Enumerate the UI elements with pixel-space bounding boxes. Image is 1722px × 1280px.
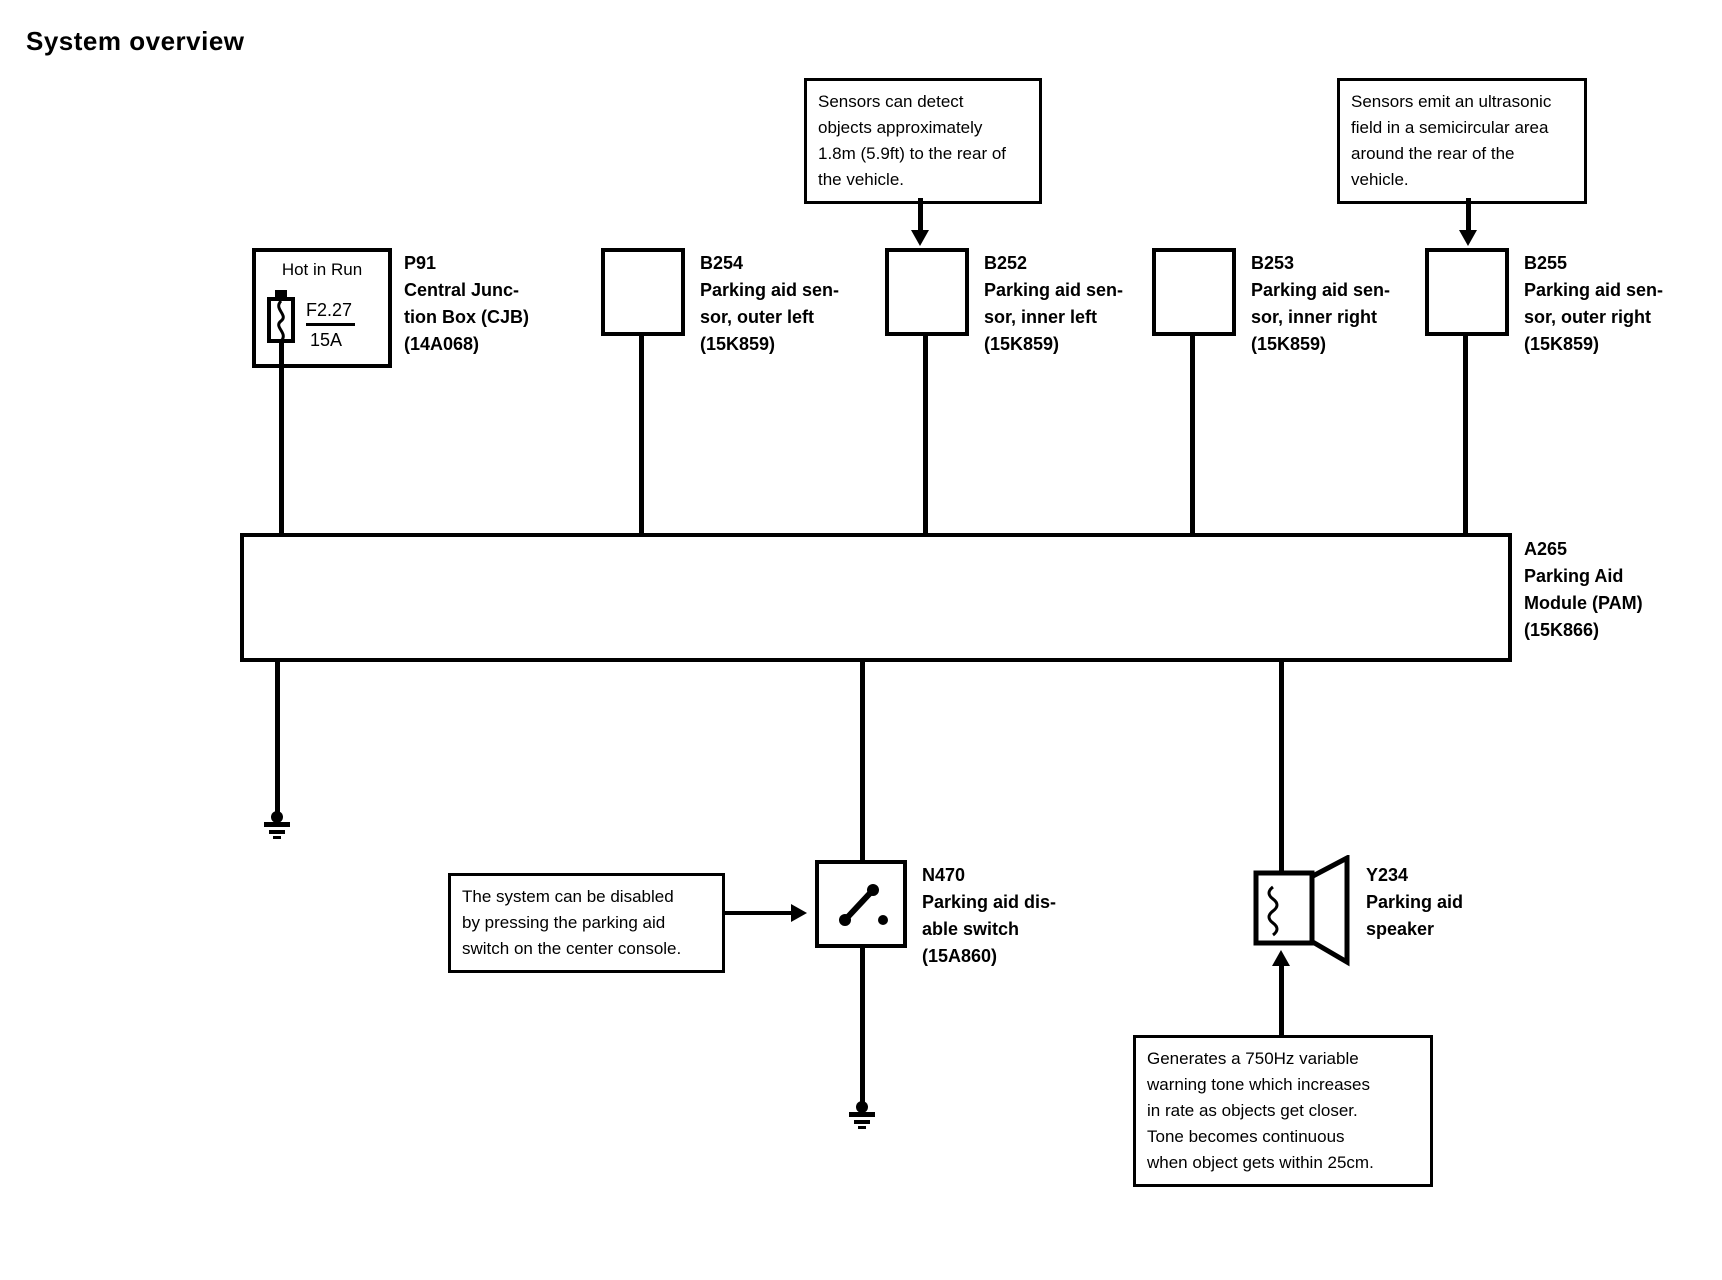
component-part-number: (14A068) — [404, 334, 480, 354]
disable-switch-label — [922, 862, 1056, 970]
sensor-label-inner-left — [984, 250, 1123, 358]
sensor-box-inner-left — [885, 248, 969, 336]
wire-switch-to-ground — [860, 946, 865, 1104]
component-id: Y234 — [1366, 865, 1409, 885]
callout-line: Sensors emit an ultrasonic — [1351, 92, 1552, 111]
callout-line: around the rear of the — [1351, 144, 1515, 163]
callout-tone — [1133, 1035, 1433, 1187]
wire-sensor-outer-left — [639, 332, 644, 537]
component-part-number: (15A860) — [922, 946, 998, 966]
callout-tone-arrow-line — [1279, 964, 1284, 1037]
component-desc: tion Box (CJB) — [404, 307, 529, 327]
wire-sensor-outer-right — [1463, 332, 1468, 537]
component-id: B252 — [984, 253, 1028, 273]
sensor-box-inner-right — [1152, 248, 1236, 336]
component-part-number: (15K859) — [1251, 334, 1327, 354]
speaker-icon — [1253, 855, 1355, 967]
wire-pam-to-speaker — [1279, 660, 1284, 875]
component-desc: Parking aid dis- — [922, 892, 1057, 912]
component-part-number: (15K866) — [1524, 620, 1600, 640]
speaker-label — [1366, 862, 1463, 943]
component-id: A265 — [1524, 539, 1568, 559]
component-id: B253 — [1251, 253, 1295, 273]
callout-emit-arrow-line — [1466, 198, 1471, 232]
component-desc: sor, outer left — [700, 307, 815, 327]
ground-icon — [261, 810, 293, 840]
component-desc: Module (PAM) — [1524, 593, 1643, 613]
component-desc: Parking aid sen- — [984, 280, 1124, 300]
fuse-rating: 15A — [310, 330, 343, 350]
component-desc: Parking aid — [1366, 892, 1464, 912]
component-part-number: (15K859) — [700, 334, 776, 354]
component-part-number: (15K859) — [984, 334, 1060, 354]
wire-pam-to-ground-left — [275, 660, 280, 815]
component-desc: Parking aid sen- — [1251, 280, 1391, 300]
callout-sensors-emit — [1337, 78, 1587, 204]
callout-line: Sensors can detect — [818, 92, 964, 111]
callout-line: the vehicle. — [818, 170, 904, 189]
sensor-label-outer-left — [700, 250, 839, 358]
callout-line: in rate as objects get closer. — [1147, 1101, 1358, 1120]
wire-sensor-inner-left — [923, 332, 928, 537]
arrow-down-icon — [911, 230, 929, 246]
callout-line: objects approximately — [818, 118, 983, 137]
component-id: P91 — [404, 253, 437, 273]
callout-line: switch on the center console. — [462, 939, 682, 958]
arrow-down-icon — [1459, 230, 1477, 246]
callout-line: when object gets within 25cm. — [1147, 1153, 1374, 1172]
sensor-label-inner-right — [1251, 250, 1390, 358]
callout-line: by pressing the parking aid — [462, 913, 666, 932]
component-desc: sor, inner right — [1251, 307, 1378, 327]
callout-detect-arrow-line — [918, 198, 923, 232]
component-desc: Parking Aid — [1524, 566, 1624, 586]
component-id: N470 — [922, 865, 966, 885]
component-id: B254 — [700, 253, 744, 273]
component-id: B255 — [1524, 253, 1568, 273]
callout-line: 1.8m (5.9ft) to the rear of — [818, 144, 1007, 163]
component-desc: Parking aid sen- — [700, 280, 840, 300]
sensor-box-outer-left — [601, 248, 685, 336]
component-part-number: (15K859) — [1524, 334, 1600, 354]
wire-sensor-inner-right — [1190, 332, 1195, 537]
callout-sensors-detect — [804, 78, 1042, 204]
callout-line: vehicle. — [1351, 170, 1409, 189]
sensor-label-outer-right — [1524, 250, 1663, 358]
callout-line: warning tone which increases — [1147, 1075, 1371, 1094]
callout-line: The system can be disabled — [462, 887, 674, 906]
ground-icon — [846, 1100, 878, 1130]
callout-line: field in a semicircular area — [1351, 118, 1549, 137]
fuse-icon — [264, 290, 300, 352]
cjb-label — [404, 250, 529, 358]
component-desc: speaker — [1366, 919, 1435, 939]
component-desc: Parking aid sen- — [1524, 280, 1664, 300]
callout-line: Generates a 750Hz variable — [1147, 1049, 1359, 1068]
callout-disable — [448, 873, 725, 973]
component-desc: sor, outer right — [1524, 307, 1652, 327]
component-desc: able switch — [922, 919, 1020, 939]
pam-module-box — [240, 533, 1512, 662]
arrow-right-icon — [791, 904, 807, 922]
component-desc: sor, inner left — [984, 307, 1098, 327]
fuse-name: F2.27 — [306, 300, 355, 326]
page-title: System overview — [26, 26, 245, 56]
component-desc: Central Junc- — [404, 280, 520, 300]
hot-in-run-label: Hot in Run — [281, 260, 363, 279]
wire-cjb-to-pam — [279, 348, 284, 537]
callout-line: Tone becomes continuous — [1147, 1127, 1345, 1146]
sensor-box-outer-right — [1425, 248, 1509, 336]
wire-pam-to-switch — [860, 660, 865, 862]
switch-icon — [825, 868, 897, 940]
pam-label — [1524, 536, 1643, 644]
callout-disable-arrow-line — [725, 911, 793, 915]
